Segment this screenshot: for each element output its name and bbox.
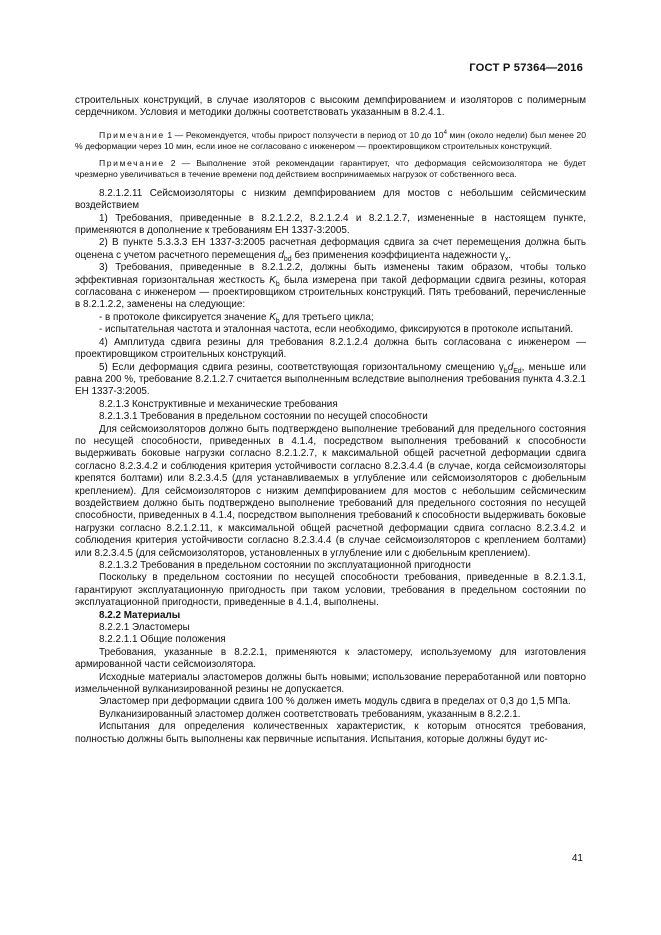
list-item: - в протоколе фиксируется значение $K_b$ для третьего цикла; [99,311,374,325]
note-label: Примечание [99,129,165,140]
document-number: ГОСТ Р 57364—2016 [469,62,583,74]
paragraph-serviceability: Поскольку в предельном состоянии по несущей способности требования, приведенные в 8.2.1.3.1, гарантируют эксплуатационную пригодность при таком условии, требования в предельном состоянии по эксплуатационной пригодности, приведенные в 4.1.4, выполнены. [75,572,586,609]
note-label: Примечание [99,157,165,168]
paragraph-vulcanized: Вулканизированный эластомер должен соответствовать требованиям, указанным в 8.2.2.1. [99,708,521,720]
note-1: Примечание 1 — Рекомендуется, чтобы прирост ползучести в период от 10 до $10^4$ мин (около недели) был менее 20 % деформации через 10 мин, если иное не согласовано с инженером — проектировщиком строительных конструкций. [75,129,586,151]
clause-8-2-1-2-11: 8.2.1.2.11 Сейсмоизоляторы с низким демпфированием для мостов с небольшим сейсмическим воздействием [75,187,586,212]
list-item: - испытательная частота и эталонная частота, если необходимо, фиксируются в протоколе испытаний. [99,324,574,336]
page-number: 41 [571,853,583,864]
paragraph-general: Требования, указанные в 8.2.2.1, применяются к эластомеру, используемому для изготовления армированной части сейсмоизолятора. [75,646,586,671]
paragraph-raw-materials: Исходные материалы эластомеров должны быть новыми; использование переработанной или повторно измельченной вулканизированной резины не допускается. [75,671,586,696]
clause-8-2-2-1-1: 8.2.2.1.1 Общие положения [99,634,226,646]
requirement-3: 3) Требования, приведенные в 8.2.1.2.2, должны быть изменены таким образом, чтобы только эффективная горизонтальная жесткость $K_b$ была измерена при такой деформации сдвига резины, которая согласована с инженером — проектировщиком строительных конструкций. Пять требований, перечисленные в 8.2.1.2.2, заменены на следующие: [75,262,586,311]
clause-8-2-1-3-2: 8.2.1.3.2 Требования в предельном состоянии по эксплуатационной пригодности [99,560,471,571]
body-text [75,95,586,746]
clause-8-2-1-3-1: 8.2.1.3.1 Требования в предельном состоянии по несущей способности [99,411,428,423]
note-2: Примечание 2 — Выполнение этой рекомендации гарантирует, что деформация сейсмоизолятора не будет чрезмерно увеличиваться в течение времени под действием воспринимаемых нагрузок от собственного веса. [75,157,586,179]
paragraph-ultimate-state: Для сейсмоизоляторов должно быть подтверждено выполнение требований для предельного состояния по несущей способности, приведенных в 4.1.4, посредством выполнения требований к способности выдерживать боковые нагрузки согласно 8.2.1.2.7, к максимальной общей расчетной деформации сдвига согласно 8.2.3.4.2 и соблюдения критерия устойчивости согласно 8.2.3.4.4 (в случае, когда сейсмоизоляторы крепятся болтами) или 8.2.3.4.5 (для устанавливаемых в углубление или сейсмоизоляторов с дюбельным креплением). Для сейсмоизоляторов с низким демпфированием для мостов с небольшим сейсмическим воздействием должно быть подтверждено выполнение требований для предельного состояния по несущей способности, приведенных в 4.1.4, посредством выполнения требований к способности выдерживать боковые нагрузки согласно 8.2.1.2.11, к максимальной общей расчетной деформации сдвига согласно 8.2.3.4.2 и соблюдения критерия устойчивости согласно 8.2.3.4.4 (в случае сейсмоизоляторов с креплением болтами) или 8.2.3.4.5 (для сейсмоизоляторов, установленных в углубление или с дюбельным креплением). [75,423,586,559]
paragraph-tests: Испытания для определения количественных характеристик, к которым относятся требования, полностью должны быть выполнены как первичные испытания. Испытания, которые должны будут ис- [75,721,586,745]
requirement-1: 1) Требования, приведенные в 8.2.1.2.2, 8.2.1.2.4 и 8.2.1.2.7, измененные в настоящем пункте, применяются в дополнение к требованиям ЕН 1337-3:2005. [75,212,586,237]
clause-8-2-1-3: 8.2.1.3 Конструктивные и механические требования [99,398,338,410]
requirement-4: 4) Амплитуда сдвига резины для требования 8.2.1.2.4 должна быть согласована с инженером — проектировщиком строительных конструкций. [75,336,586,361]
clause-8-2-2-1: 8.2.2.1 Эластомеры [99,622,190,634]
paragraph-intro: строительных конструкций, в случае изоляторов с высоким демпфированием и изоляторов с полимерным сердечником. Условия и методики должны соответствовать указанным в 8.2.4.1. [75,95,586,119]
requirement-5: 5) Если деформация сдвига резины, соответствующая горизонтальному смещению $\gamma_bd_{Ed}$, меньше или равна 200 %, требование 8.2.1.2.7 считается выполненным вследствие выполнения требования пункта 4.3.2.1 ЕН 1337-3:2005. [75,361,586,398]
requirement-2: 2) В пункте 5.3.3.3 ЕН 1337-3:2005 расчетная деформация сдвига за счет перемещения должна быть оценена с учетом расчетного перемещения $d_{bd}$ без применения коэффициента надежности $\gamma_x$. [75,237,586,263]
clause-8-2-2: 8.2.2 Материалы [99,609,181,621]
paragraph-shear-modulus: Эластомер при деформации сдвига 100 % должен иметь модуль сдвига в пределах от 0,3 до 1,5 МПа. [99,696,571,708]
